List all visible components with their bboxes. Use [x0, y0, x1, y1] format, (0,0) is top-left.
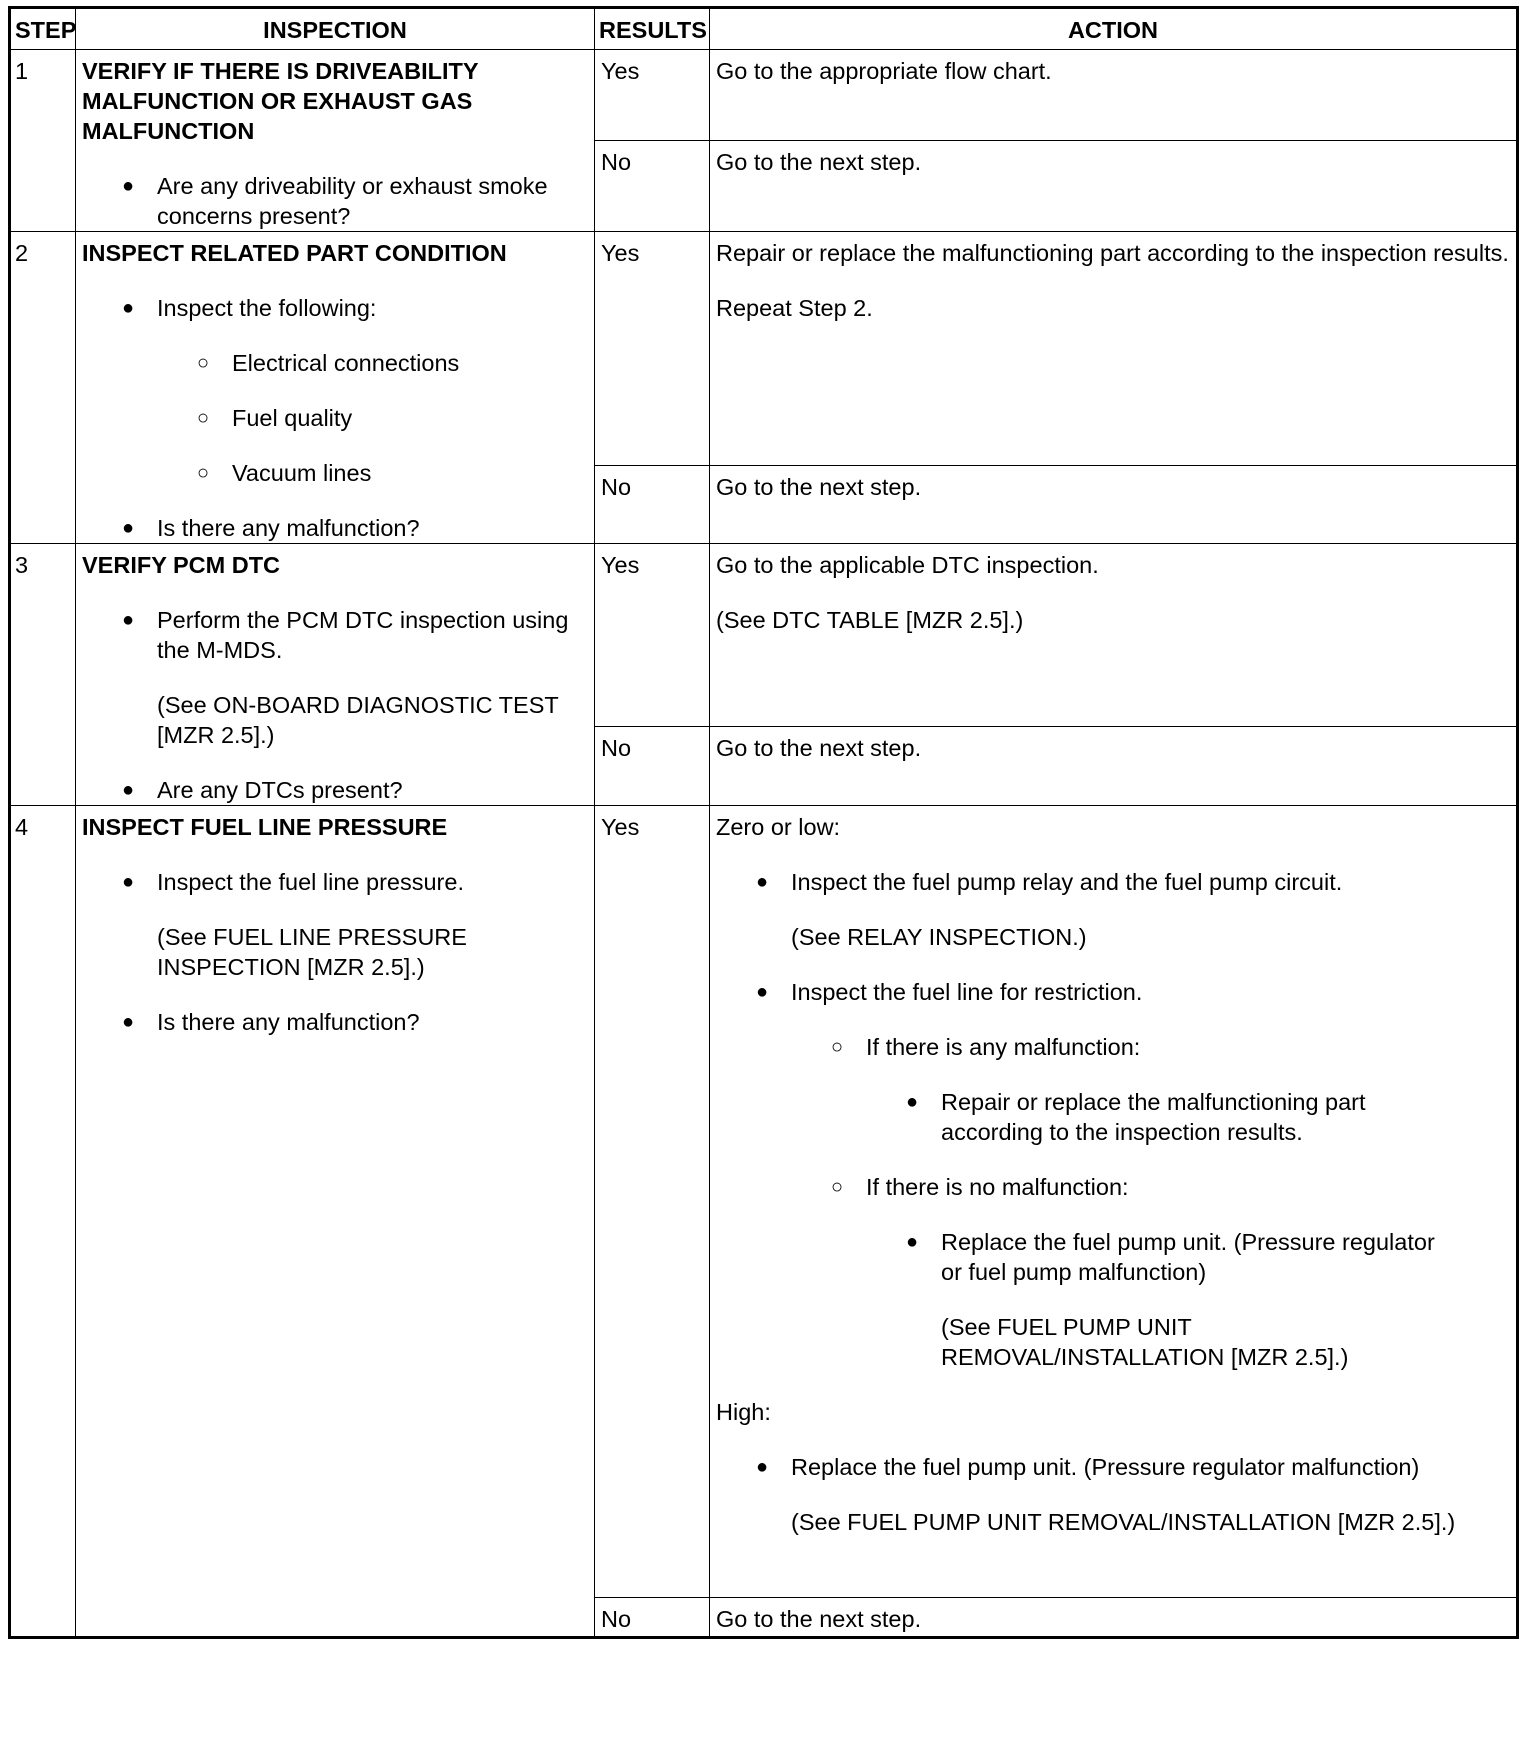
bullet-dot-icon: ●	[756, 981, 769, 1003]
bullet-dot-icon: ●	[122, 871, 135, 893]
bullet-dot-icon: ●	[122, 297, 135, 319]
inspection-bullet: ● Is there any malfunction?	[122, 515, 420, 541]
action-no: Go to the next step.	[710, 1598, 1518, 1638]
header-row	[10, 8, 1518, 50]
action-sub-item: ○ If there is any malfunction:	[831, 1034, 1141, 1060]
action-no: Go to the next step.	[710, 726, 1518, 805]
bullet-circle-icon: ○	[831, 1036, 844, 1058]
bullet-dot-icon: ●	[122, 175, 135, 197]
bullet-circle-icon: ○	[197, 407, 210, 429]
result-yes: Yes	[595, 544, 710, 727]
step-3-inspection	[76, 544, 595, 806]
bullet-circle-icon: ○	[831, 1176, 844, 1198]
reference-note: (See FUEL PUMP UNIT REMOVAL/INSTALLATION [MZR 2.5].)	[791, 1509, 1456, 1535]
step-number: 2	[10, 232, 76, 544]
bullet-circle-icon: ○	[197, 462, 210, 484]
action-bullet: ● Inspect the fuel line for restriction.	[756, 979, 1143, 1005]
result-no: No	[595, 141, 710, 232]
step-2-inspection	[76, 232, 595, 544]
diagnostic-procedure-table	[8, 6, 1519, 1639]
document-page	[8, 6, 1516, 1750]
condition-label: Zero or low:	[716, 814, 841, 840]
bullet-dot-icon: ●	[756, 1456, 769, 1478]
step-title: VERIFY PCM DTC	[82, 552, 281, 578]
step-1-yes-row	[10, 50, 1518, 141]
action-yes	[710, 806, 1518, 1598]
header-results: RESULTS	[595, 8, 710, 50]
reference-note: (See ON-BOARD DIAGNOSTIC TEST [MZR 2.5].)	[157, 692, 559, 748]
inspection-sub-item: ○ Vacuum lines	[197, 460, 372, 486]
action-yes: Repair or replace the malfunctioning part according to the inspection results. Repeat Step 2.	[710, 232, 1518, 466]
action-no: Go to the next step.	[710, 141, 1518, 232]
inspection-sub-item: ○ Electrical connections	[197, 350, 460, 376]
action-sub-sub-item: ● Repair or replace the malfunctioning part according to the inspection results.	[906, 1089, 1366, 1145]
reference-note: (See RELAY INSPECTION.)	[791, 924, 1087, 950]
action-bullet: ● Replace the fuel pump unit. (Pressure regulator malfunction)	[756, 1454, 1420, 1480]
bullet-dot-icon: ●	[122, 779, 135, 801]
header-action: ACTION	[710, 8, 1518, 50]
step-4-inspection	[76, 806, 595, 1638]
step-number: 3	[10, 544, 76, 806]
bullet-dot-icon: ●	[122, 1011, 135, 1033]
header-inspection: INSPECTION	[76, 8, 595, 50]
step-number: 4	[10, 806, 76, 1638]
inspection-bullet: ● Are any driveability or exhaust smoke concerns present?	[122, 173, 548, 229]
bullet-dot-icon: ●	[122, 609, 135, 631]
inspection-bullet: ● Inspect the following:	[122, 295, 377, 321]
action-no: Go to the next step.	[710, 466, 1518, 544]
reference-note: (See FUEL LINE PRESSURE INSPECTION [MZR 2.5].)	[157, 924, 467, 980]
header-step: STEP	[10, 8, 76, 50]
bullet-dot-icon: ●	[906, 1091, 919, 1113]
inspection-sub-item: ○ Fuel quality	[197, 405, 353, 431]
step-4-yes-row	[10, 806, 1518, 1598]
reference-note: (See FUEL PUMP UNIT REMOVAL/INSTALLATION [MZR 2.5].)	[941, 1314, 1349, 1370]
result-no: No	[595, 726, 710, 805]
result-yes: Yes	[595, 50, 710, 141]
bullet-circle-icon: ○	[197, 352, 210, 374]
step-1-inspection	[76, 50, 595, 232]
bullet-dot-icon: ●	[906, 1231, 919, 1253]
bullet-dot-icon: ●	[122, 517, 135, 539]
action-bullet: ● Inspect the fuel pump relay and the fuel pump circuit.	[756, 869, 1343, 895]
result-no: No	[595, 1598, 710, 1638]
step-title: INSPECT RELATED PART CONDITION	[82, 240, 507, 266]
step-title: INSPECT FUEL LINE PRESSURE	[82, 814, 448, 840]
result-no: No	[595, 466, 710, 544]
inspection-bullet: ● Is there any malfunction?	[122, 1009, 420, 1035]
step-2-yes-row	[10, 232, 1518, 466]
action-sub-sub-item: ● Replace the fuel pump unit. (Pressure regulator or fuel pump malfunction)	[906, 1229, 1435, 1285]
bullet-dot-icon: ●	[756, 871, 769, 893]
result-yes: Yes	[595, 232, 710, 466]
condition-label: High:	[716, 1399, 771, 1425]
result-yes: Yes	[595, 806, 710, 1598]
step-3-yes-row	[10, 544, 1518, 727]
inspection-bullet: ● Are any DTCs present?	[122, 777, 403, 803]
step-number: 1	[10, 50, 76, 232]
action-yes: Go to the appropriate flow chart.	[710, 50, 1518, 141]
action-yes: Go to the applicable DTC inspection. (See DTC TABLE [MZR 2.5].)	[710, 544, 1518, 727]
inspection-bullet: ● Perform the PCM DTC inspection using the M-MDS.	[122, 607, 569, 663]
inspection-bullet: ● Inspect the fuel line pressure.	[122, 869, 464, 895]
step-title: VERIFY IF THERE IS DRIVEABILITY MALFUNCTION OR EXHAUST GAS MALFUNCTION	[82, 58, 479, 144]
action-sub-item: ○ If there is no malfunction:	[831, 1174, 1129, 1200]
